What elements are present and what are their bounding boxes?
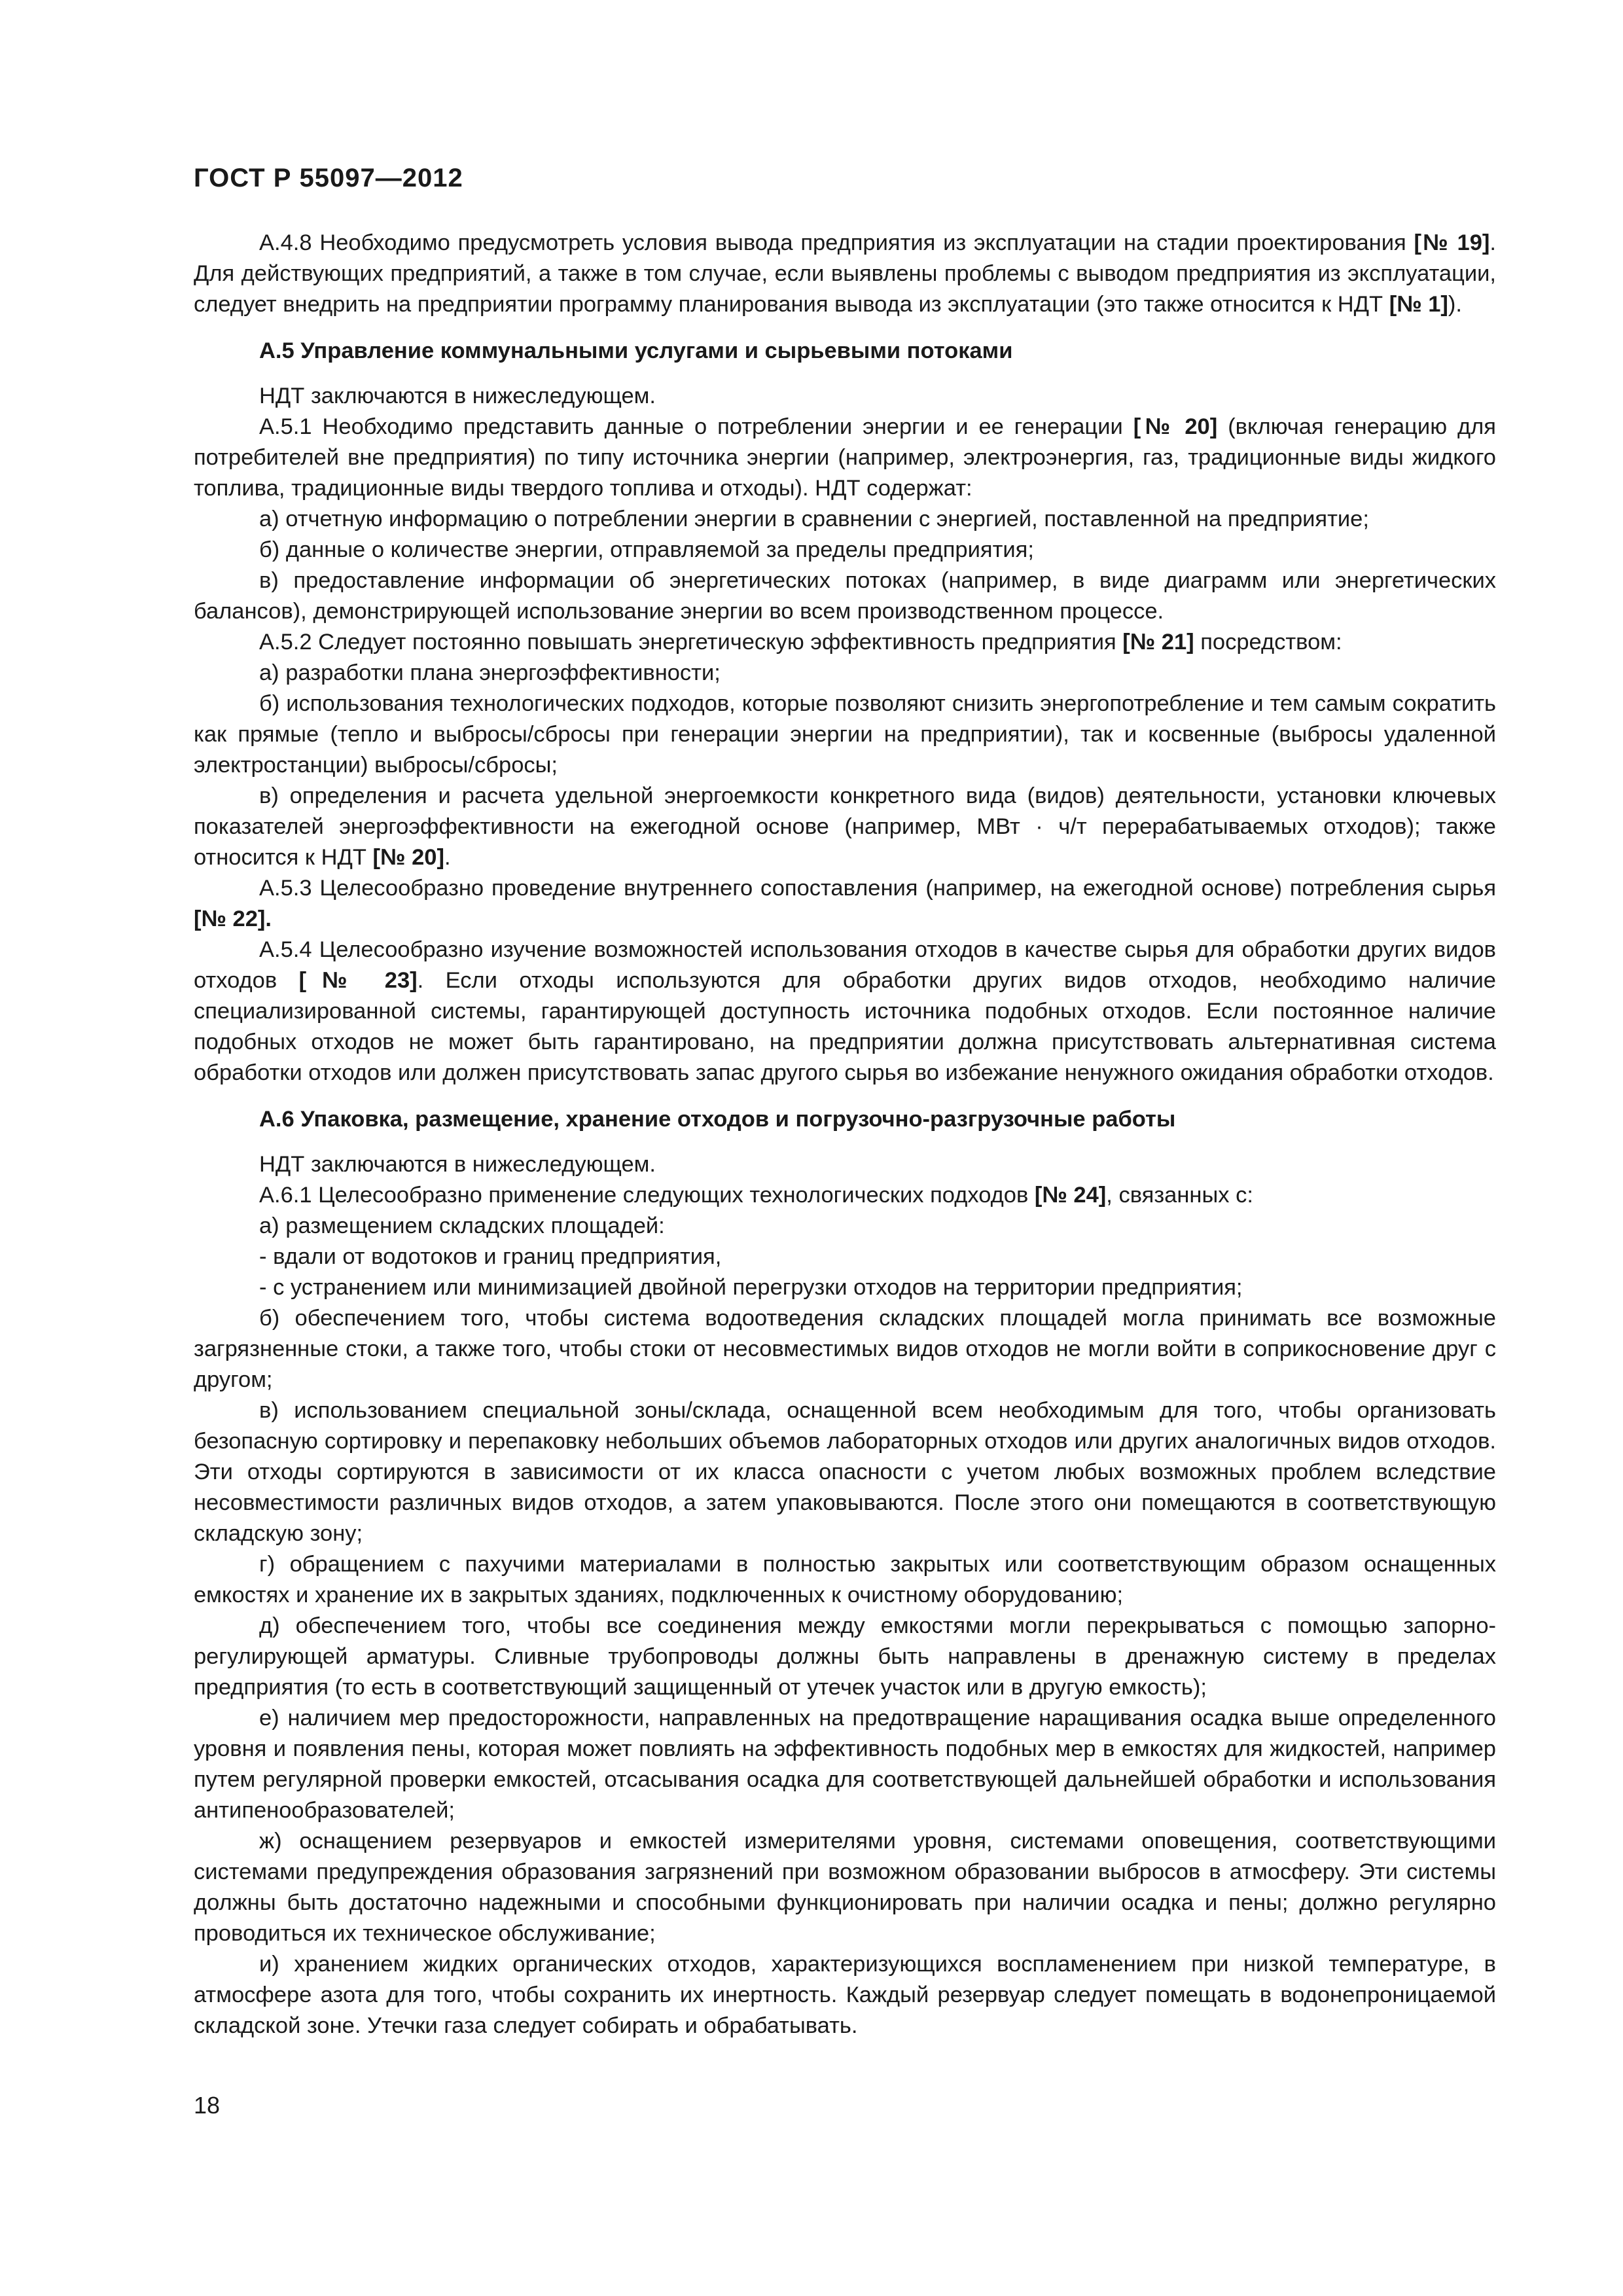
paragraph-a6-intro: НДТ заключаются в нижеследующем.: [259, 1152, 656, 1177]
paragraph-a5-3: А.5.3 Целесообразно проведение внутреннего сопоставления (например, на ежегодной основе) потребления сырья [№ 22].: [194, 876, 1496, 931]
list-item: в) предоставление информации об энергетических потоках (например, в виде диаграмм или энергетических балансов), демонстрирующей использование энергии во всем производственном процессе.: [194, 568, 1496, 624]
list-item: - вдали от водотоков и границ предприятия,: [259, 1244, 722, 1269]
list-item: б) данные о количестве энергии, отправляемой за пределы предприятия;: [259, 537, 1034, 562]
reference: [№ 1]: [1389, 292, 1448, 317]
list-item: в) определения и расчета удельной энергоемкости конкретного вида (видов) деятельности, установки ключевых показателей энергоэффективности на ежегодной основе (например, МВт · ч/т перерабатываемых отходов); также относится к НДТ [№ 20].: [194, 783, 1496, 870]
reference: [№ 20]: [372, 845, 444, 870]
paragraph-a5-intro: НДТ заключаются в нижеследующем.: [259, 384, 656, 408]
list-item: г) обращением с пахучими материалами в полностью закрытых или соответствующим образом оснащенных емкостях и хранение их в закрытых зданиях, подключенных к очистному оборудованию;: [194, 1552, 1496, 1607]
list-item: а) размещением складских площадей:: [259, 1213, 665, 1238]
reference: [№ 23]: [298, 968, 418, 993]
list-item: а) разработки плана энергоэффективности;: [259, 660, 721, 685]
section-heading-a5: А.5 Управление коммунальными услугами и сырьевыми потоками: [259, 338, 1013, 363]
page-number: 18: [194, 2092, 221, 2119]
list-item: - с устранением или минимизацией двойной перегрузки отходов на территории предприятия;: [259, 1275, 1243, 1300]
reference: [№ 20]: [1133, 414, 1218, 439]
paragraph-a5-1: А.5.1 Необходимо представить данные о потреблении энергии и ее генерации [№ 20] (включая генерацию для потребителей вне предприятия) по типу источника энергии (например, электроэнергия, газ, традиционные виды жидкого топлива, традиционные виды твердого топлива и отходы). НДТ содержат:: [194, 414, 1496, 501]
list-item: б) обеспечением того, чтобы система водоотведения складских площадей могла принимать все возможные загрязненные стоки, а также того, чтобы стоки от несовместимых видов отходов не могли войти в соприкосновение друг с другом;: [194, 1306, 1496, 1392]
list-item: е) наличием мер предосторожности, направленных на предотвращение наращивания осадка выше определенного уровня и появления пены, которая может повлиять на эффективность подобных мер в емкостях для жидкостей, например путем регулярной проверки емкостей, отсасывания осадка для соответствующей дальнейшей обработки и использования антипенообразователей;: [194, 1706, 1496, 1823]
section-heading-a6: А.6 Упаковка, размещение, хранение отходов и погрузочно-разгрузочные работы: [259, 1107, 1176, 1132]
paragraph-a6-1: А.6.1 Целесообразно применение следующих технологических подходов [№ 24], связанных с:: [259, 1183, 1253, 1208]
list-item: б) использования технологических подходов, которые позволяют снизить энергопотребление и тем самым сократить как прямые (тепло и выбросы/сбросы при генерации энергии на предприятии), так и косвенные (выбросы удаленной электростанции) выбросы/сбросы;: [194, 691, 1496, 778]
reference: [№ 21]: [1122, 630, 1194, 655]
list-item: ж) оснащением резервуаров и емкостей измерителями уровня, системами оповещения, соответствующими системами предупреждения образования загрязнений при возможном образовании выбросов в атмосферу. Эти системы должны быть достаточно надежными и способными функционировать при наличии осадка и пены; должно регулярно проводиться их техническое обслуживание;: [194, 1829, 1496, 1946]
document-header-title: ГОСТ Р 55097—2012: [194, 164, 463, 192]
reference: [№ 22].: [194, 906, 272, 931]
paragraph-a5-4: А.5.4 Целесообразно изучение возможностей использования отходов в качестве сырья для обработки других видов отходов [№ 23]. Если отходы используются для обработки других видов отходов, необходимо наличие специализированной системы, гарантирующей доступность источника подобных отходов. Если постоянное наличие подобных отходов не может быть гарантировано, на предприятии должна присутствовать альтернативная система обработки отходов или должен присутствовать запас другого сырья во избежание ненужного ожидания обработки отходов.: [194, 937, 1496, 1085]
paragraph-a5-2: А.5.2 Следует постоянно повышать энергетическую эффективность предприятия [№ 21] посредством:: [259, 630, 1342, 655]
reference: [№ 19]: [1414, 230, 1490, 255]
list-item: и) хранением жидких органических отходов, характеризующихся воспламенением при низкой температуре, в атмосфере азота для того, чтобы сохранить их инертность. Каждый резервуар следует помещать в водонепроницаемой складской зоне. Утечки газа следует собирать и обрабатывать.: [194, 1952, 1496, 2038]
list-item: д) обеспечением того, чтобы все соединения между емкостями могли перекрываться с помощью запорно-регулирующей арматуры. Сливные трубопроводы должны быть направлены в дренажную систему в пределах предприятия (то есть в соответствующий защищенный от утечек участок или в другую емкость);: [194, 1613, 1496, 1700]
list-item: а) отчетную информацию о потреблении энергии в сравнении с энергией, поставленной на предприятие;: [259, 507, 1369, 531]
reference: [№ 24]: [1034, 1183, 1107, 1208]
document-body: [194, 228, 1496, 2041]
paragraph-a4-8: А.4.8 Необходимо предусмотреть условия вывода предприятия из эксплуатации на стадии проектирования [№ 19]. Для действующих предприятий, а также в том случае, если выявлены проблемы с выводом предприятия из эксплуатации, следует внедрить на предприятии программу планирования вывода из эксплуатации (это также относится к НДТ [№ 1]).: [194, 230, 1496, 317]
list-item: в) использованием специальной зоны/склада, оснащенной всем необходимым для того, чтобы организовать безопасную сортировку и перепаковку небольших объемов лабораторных отходов или других аналогичных видов отходов. Эти отходы сортируются в зависимости от их класса опасности с учетом любых возможных проблем вследствие несовместимости различных видов отходов, а затем упаковываются. После этого они помещаются в соответствующую складскую зону;: [194, 1398, 1496, 1546]
